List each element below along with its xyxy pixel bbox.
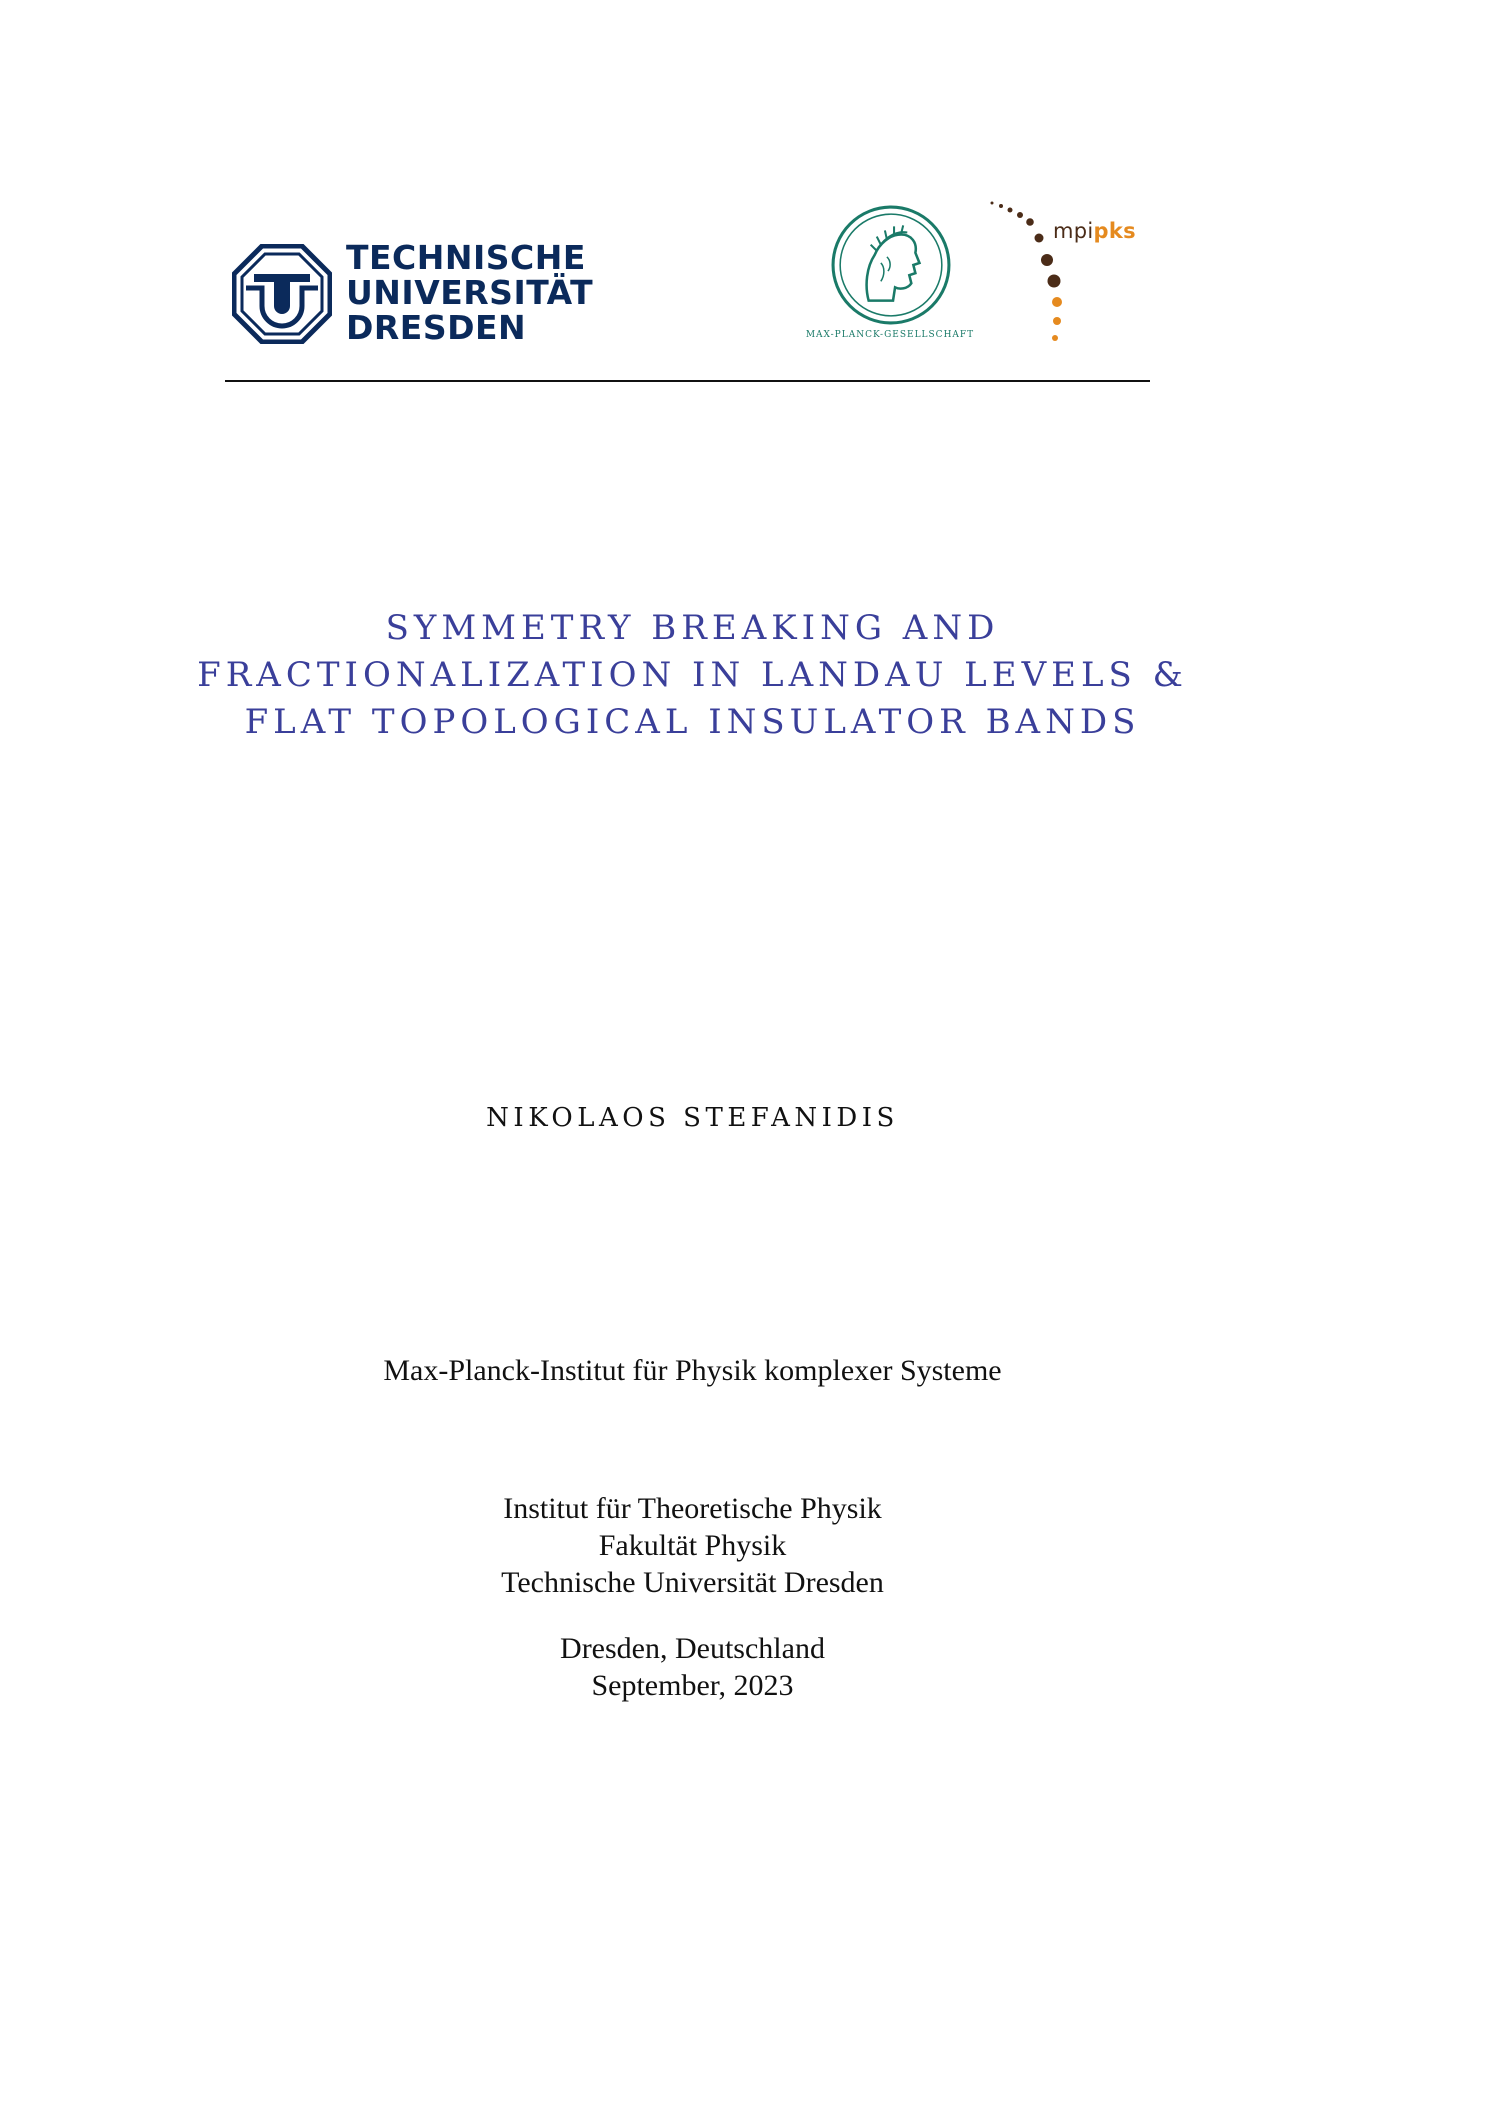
institute-line: Max-Planck-Institut für Physik komplexer Systeme [383,1354,1002,1387]
affiliation-block [145,1490,1240,1601]
author-name: NIKOLAOS STEFANIDIS [486,1103,899,1133]
tu-dresden-logo [232,240,592,350]
affiliation-line-2: Fakultät Physik [598,1529,787,1562]
mpipks-wordmark [1053,219,1136,243]
institute-name [145,1352,1240,1389]
mpipks-mpi-text: mpi [1053,219,1094,243]
tud-line-2: UNIVERSITÄT [346,273,594,312]
mpg-caption: MAX-PLANCK-GESELLSCHAFT [805,330,975,340]
title-line-3: FLAT TOPOLOGICAL INSULATOR BANDS [244,702,1141,742]
tud-line-3: DRESDEN [346,308,527,347]
header-divider [225,380,1150,382]
minerva-seal-icon [830,204,952,326]
max-planck-gesellschaft-logo [790,200,990,350]
title-line-1: SYMMETRY BREAKING AND [385,608,1000,648]
affiliation-line-1: Institut für Theoretische Physik [503,1492,882,1525]
tu-dresden-wordmark [346,240,593,345]
place-date-block [145,1630,1240,1704]
tud-line-1: TECHNISCHE [346,238,586,277]
mpipks-logo [975,195,1155,355]
mpipks-pks-text: pks [1093,219,1136,243]
tu-dresden-emblem-icon [232,244,332,344]
title-line-2: FRACTIONALIZATION IN LANDAU LEVELS & [197,655,1188,695]
affiliation-line-3: Technische Universität Dresden [501,1566,884,1599]
date-line: September, 2023 [591,1669,794,1702]
thesis-title [145,605,1240,746]
place-line: Dresden, Deutschland [560,1632,825,1665]
